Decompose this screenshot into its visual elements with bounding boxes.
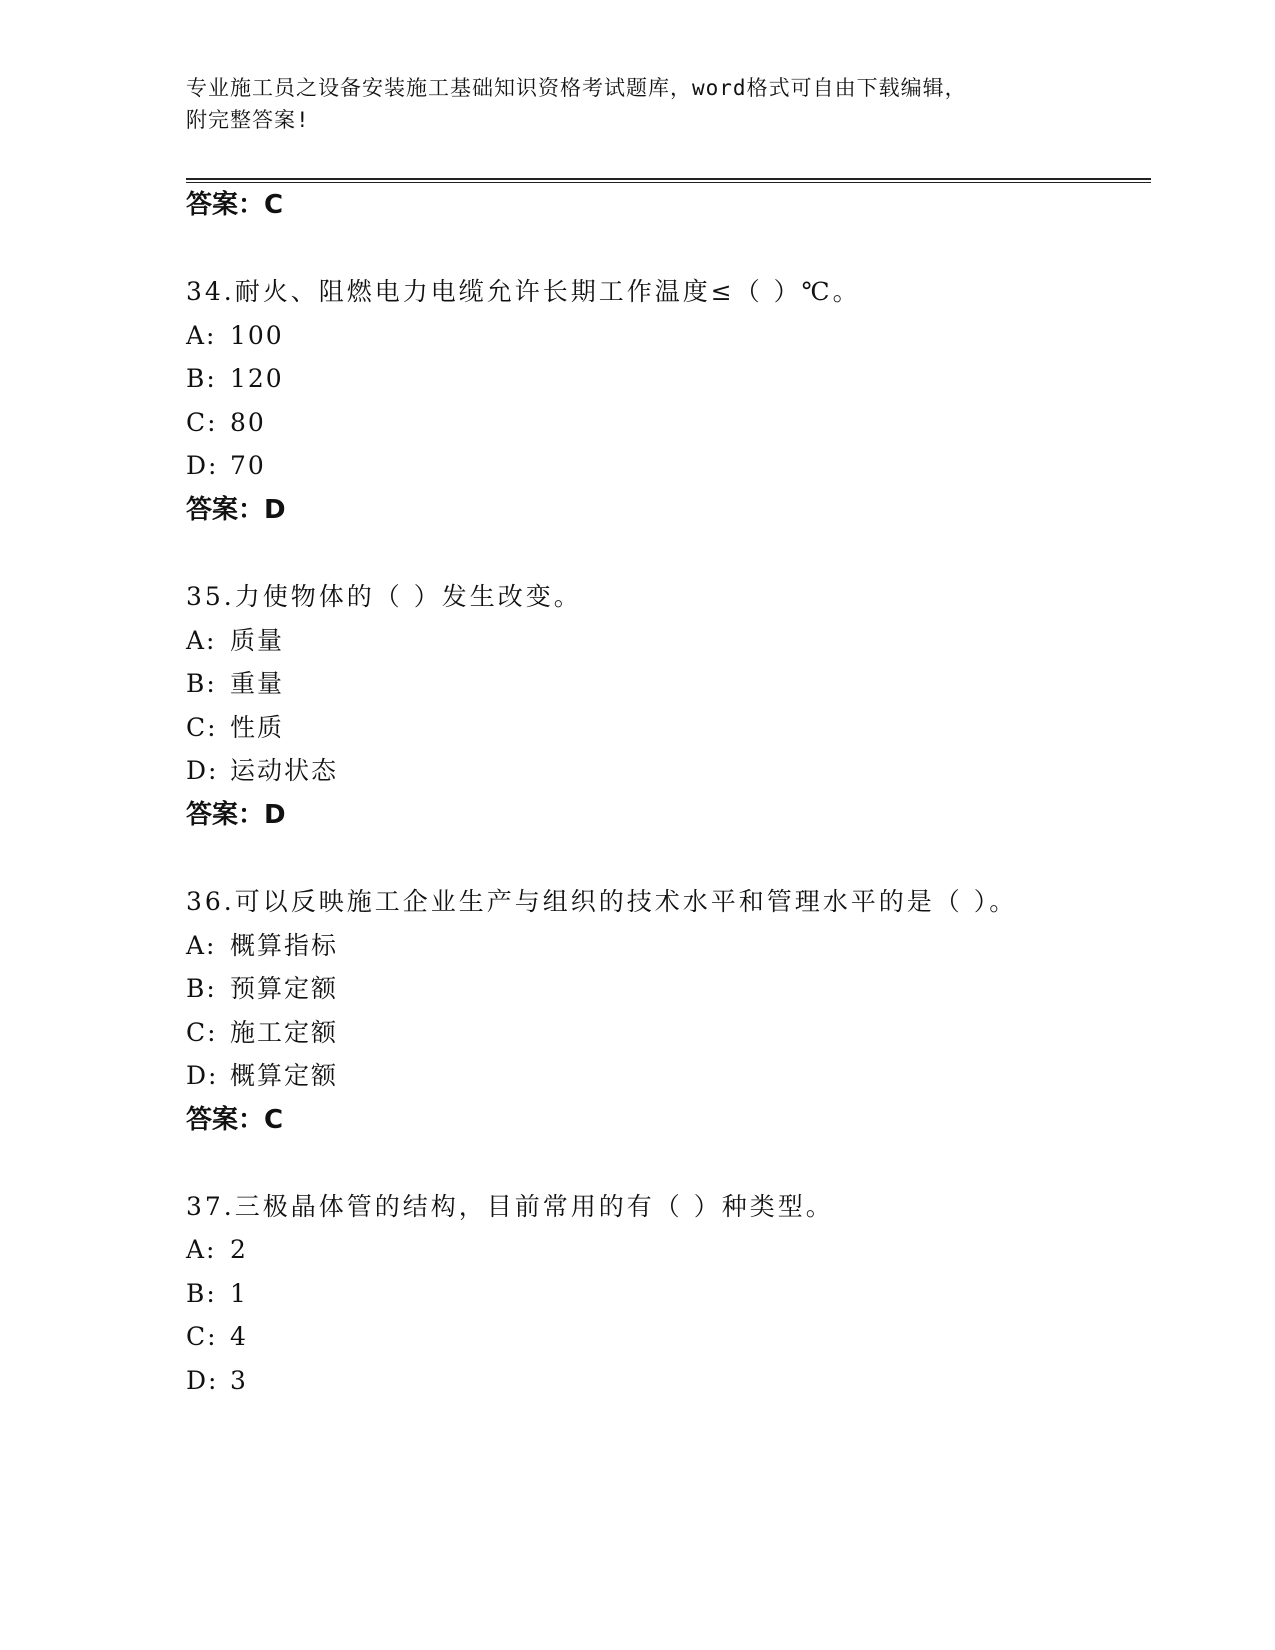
option-text: 施工定额 [230,1018,339,1047]
option-text: 概算指标 [230,931,339,960]
option-text: 70 [230,451,266,480]
option-key: D: [186,451,219,480]
option-text: 概算定额 [230,1061,339,1090]
header-line-2: 附完整答案! [186,108,310,132]
option-text: 3 [230,1366,248,1395]
option-text: 80 [230,408,266,437]
question-35-option-b [186,667,284,701]
option-text: 性质 [230,713,285,742]
option-key: B: [186,1279,217,1308]
question-36-option-c [186,1016,338,1050]
question-36-stem: 36.可以反映施工企业生产与组织的技术水平和管理水平的是（ ）。 [186,887,1018,916]
option-key: B: [186,669,217,698]
question-34-option-b [186,362,284,396]
option-text: 100 [230,321,284,350]
header-divider-thin [186,182,1151,183]
option-key: A: [186,931,217,960]
question-35-answer: 答案：D [186,800,286,830]
question-36-answer: 答案：C [186,1105,284,1135]
option-text: 预算定额 [230,974,339,1003]
question-36-option-a [186,929,338,963]
option-key: A: [186,1235,217,1264]
option-text: 运动状态 [230,756,339,785]
question-35-stem: 35.力使物体的（ ）发生改变。 [186,582,582,611]
document-header [186,72,1086,136]
header-line-1: 专业施工员之设备安装施工基础知识资格考试题库，word格式可自由下载编辑， [186,76,967,100]
question-37-option-c [186,1320,248,1354]
option-key: D: [186,1061,219,1090]
question-34-option-c [186,406,266,440]
question-36-option-d [186,1059,338,1093]
option-text: 质量 [230,626,285,655]
option-key: C: [186,408,218,437]
option-key: A: [186,626,217,655]
option-text: 1 [230,1279,248,1308]
question-37-option-b [186,1277,248,1311]
question-34-answer: 答案：D [186,495,286,525]
option-key: A: [186,321,217,350]
option-key: B: [186,364,217,393]
question-34-option-d [186,449,266,483]
question-35-option-a [186,624,284,658]
question-37-stem: 37.三极晶体管的结构，目前常用的有（ ）种类型。 [186,1192,834,1221]
option-text: 120 [230,364,284,393]
option-key: D: [186,1366,219,1395]
answer-line-33: 答案：C [186,190,284,220]
question-36-option-b [186,972,338,1006]
option-key: C: [186,1018,218,1047]
option-key: D: [186,756,219,785]
question-37-option-a [186,1233,248,1267]
option-text: 4 [230,1322,248,1351]
option-key: C: [186,713,218,742]
option-key: C: [186,1322,218,1351]
question-34-stem: 34.耐火、阻燃电力电缆允许长期工作温度≤（ ）℃。 [186,277,861,306]
option-text: 2 [230,1235,248,1264]
question-34-option-a [186,319,284,353]
header-divider-thick [186,178,1151,180]
question-35-option-c [186,711,284,745]
question-35-option-d [186,754,338,788]
option-text: 重量 [230,669,285,698]
option-key: B: [186,974,217,1003]
question-37-option-d [186,1364,248,1398]
